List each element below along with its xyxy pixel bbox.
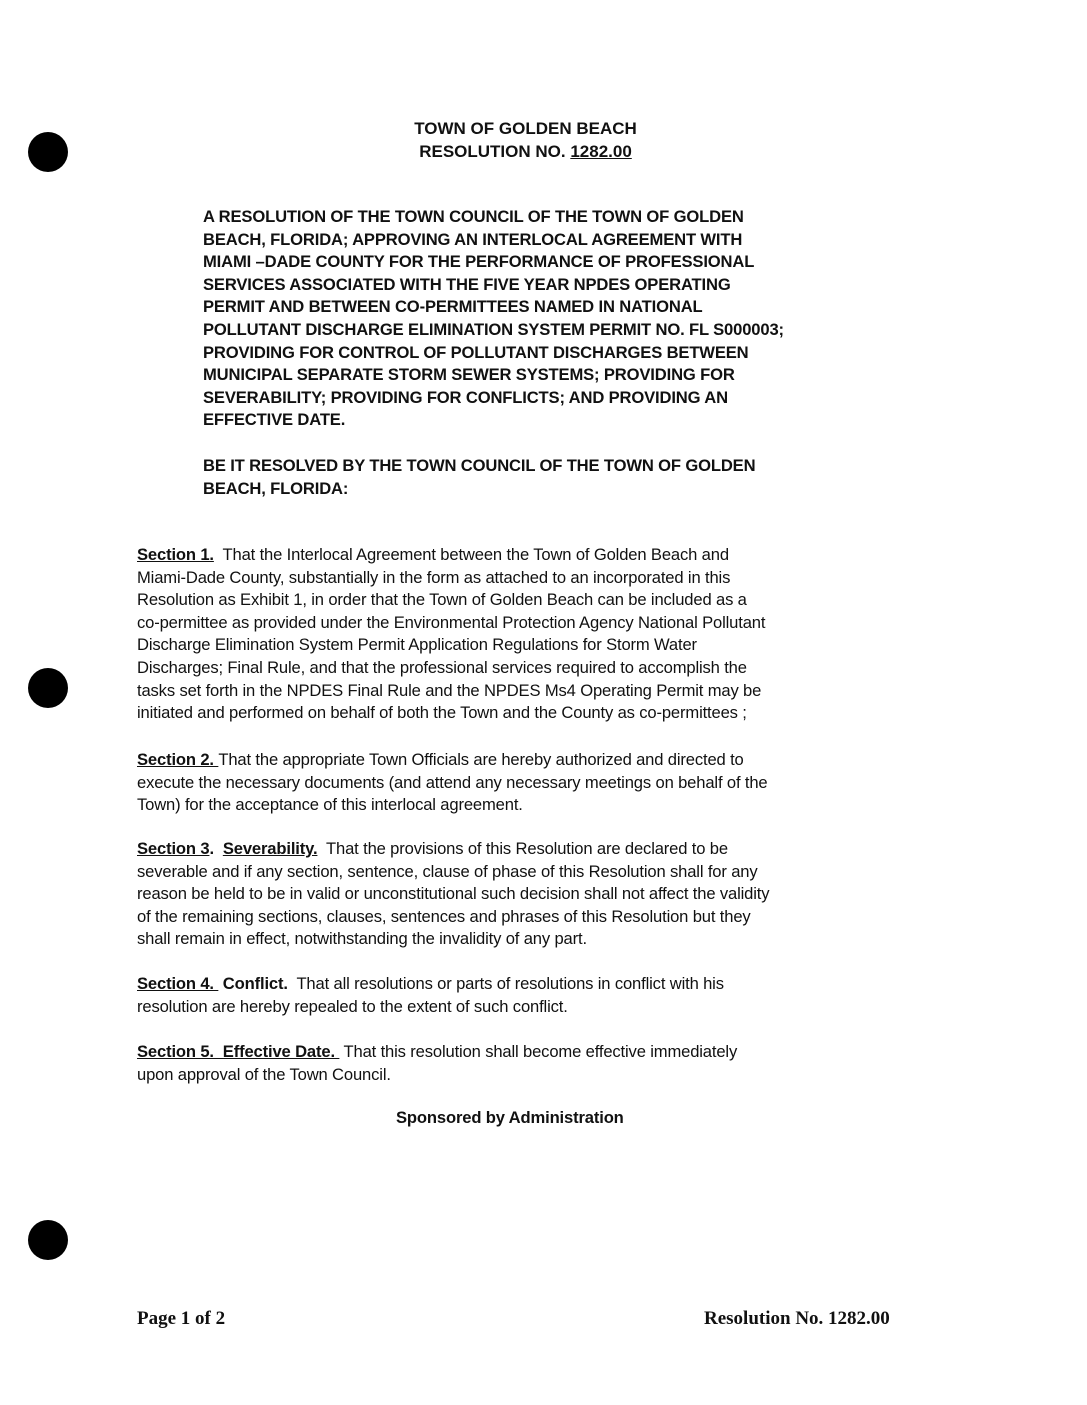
- section-text: tasks set forth in the NPDES Final Rule and the NPDES Ms4 Operating Permit may be: [137, 680, 762, 700]
- section-line: [137, 996, 724, 1019]
- section-line: [137, 883, 769, 906]
- town-name: TOWN OF GOLDEN BEACH: [414, 119, 637, 138]
- punch-hole: [28, 668, 68, 708]
- section-line: [137, 749, 768, 772]
- section-text: Resolution as Exhibit 1, in order that the Town of Golden Beach can be included as a: [137, 590, 747, 610]
- section-heading: .: [209, 839, 223, 858]
- section-text: initiated and performed on behalf of both the Town and the County as co-permittees ;: [137, 703, 747, 723]
- section-line: [137, 544, 765, 567]
- section-text: resolution are hereby repealed to the extent of such conflict.: [137, 996, 568, 1016]
- section-text: Discharge Elimination System Permit Application Regulations for Storm Water: [137, 635, 697, 655]
- section-line: [137, 1041, 737, 1064]
- footer-resolution-number: Resolution No. 1282.00: [704, 1308, 890, 1329]
- section-text: co-permittee as provided under the Environmental Protection Agency National Pollutant: [137, 612, 766, 632]
- section-text: Town) for the acceptance of this interlocal agreement.: [137, 795, 523, 815]
- section-line: [137, 906, 769, 929]
- title-line: PROVIDING FOR CONTROL OF POLLUTANT DISCHARGES BETWEEN: [203, 342, 749, 362]
- section-line: [137, 928, 769, 951]
- resolved-line: BEACH, FLORIDA:: [203, 478, 349, 498]
- section-line: [137, 567, 765, 590]
- section-text: That the appropriate Town Officials are hereby authorized and directed to: [218, 750, 744, 769]
- document-heading: [0, 117, 1087, 163]
- title-line: SERVICES ASSOCIATED WITH THE FIVE YEAR NPDES OPERATING: [203, 274, 731, 294]
- section-line: [137, 772, 768, 795]
- section-line: [137, 612, 765, 635]
- title-line: A RESOLUTION OF THE TOWN COUNCIL OF THE TOWN OF GOLDEN: [203, 207, 744, 226]
- section-heading: Section 3: [137, 839, 210, 858]
- section-heading: Severability.: [222, 839, 318, 858]
- section-line: [137, 634, 765, 657]
- page-number: Page 1 of 2: [137, 1308, 226, 1329]
- section-text: Miami-Dade County, substantially in the form as attached to an incorporated in this: [137, 567, 731, 587]
- section-text: That this resolution shall become effective immediately: [339, 1042, 738, 1061]
- title-line: SEVERABILITY; PROVIDING FOR CONFLICTS; AND PROVIDING AN: [203, 387, 728, 407]
- resolution-title: [203, 206, 784, 432]
- resolution-prefix: RESOLUTION NO.: [419, 142, 571, 161]
- section-text: upon approval of the Town Council.: [137, 1064, 391, 1084]
- section-line: [137, 794, 768, 817]
- section-text: Discharges; Final Rule, and that the professional services required to accomplish the: [137, 657, 747, 677]
- section-heading: Conflict.: [218, 974, 288, 993]
- section-line: [137, 589, 765, 612]
- section-heading: Section 1.: [137, 545, 214, 564]
- section-line: [137, 702, 765, 725]
- section-heading: Section 4.: [137, 974, 219, 993]
- section-text: shall remain in effect, notwithstanding the invalidity of any part.: [137, 929, 587, 949]
- section-line: [137, 680, 765, 703]
- section-text: That all resolutions or parts of resolutions in conflict with his: [287, 974, 724, 993]
- section-line: [137, 838, 769, 861]
- section-line: [137, 657, 765, 680]
- resolved-clause: [203, 455, 755, 500]
- resolution-number: 1282.00: [570, 142, 632, 161]
- section-line: [137, 973, 724, 996]
- section-text: severable and if any section, sentence, clause of phase of this Resolution shall for any: [137, 861, 758, 881]
- section-text: of the remaining sections, clauses, sentences and phrases of this Resolution but they: [137, 906, 751, 926]
- title-line: MUNICIPAL SEPARATE STORM SEWER SYSTEMS; PROVIDING FOR: [203, 365, 735, 385]
- section-heading: Section 2.: [137, 750, 219, 769]
- resolved-line: BE IT RESOLVED BY THE TOWN COUNCIL OF THE TOWN OF GOLDEN: [203, 456, 756, 475]
- punch-hole: [28, 1220, 68, 1260]
- section-5: [137, 1041, 737, 1086]
- resolution-number-heading: [0, 140, 1069, 163]
- section-text: execute the necessary documents (and attend any necessary meetings on behalf of the: [137, 772, 768, 792]
- section-text: reason be held to be in valid or unconstitutional such decision shall not affect the validity: [137, 884, 770, 904]
- section-1: [137, 544, 765, 725]
- section-line: [137, 861, 769, 884]
- section-text: That the Interlocal Agreement between the Town of Golden Beach and: [213, 545, 729, 564]
- section-heading: Section 5. Effective Date.: [137, 1042, 340, 1061]
- section-text: That the provisions of this Resolution are declared to be: [317, 839, 728, 858]
- section-4: [137, 973, 724, 1018]
- section-2: [137, 749, 768, 817]
- title-line: EFFECTIVE DATE.: [203, 410, 346, 430]
- title-line: BEACH, FLORIDA; APPROVING AN INTERLOCAL AGREEMENT WITH: [203, 229, 743, 249]
- section-3: [137, 838, 769, 951]
- section-line: [137, 1064, 737, 1087]
- title-line: POLLUTANT DISCHARGE ELIMINATION SYSTEM PERMIT NO. FL S000003;: [203, 319, 784, 339]
- title-line: MIAMI –DADE COUNTY FOR THE PERFORMANCE OF PROFESSIONAL: [203, 252, 755, 272]
- sponsor-line: Sponsored by Administration: [396, 1108, 624, 1127]
- title-line: PERMIT AND BETWEEN CO-PERMITTEES NAMED IN NATIONAL: [203, 297, 703, 317]
